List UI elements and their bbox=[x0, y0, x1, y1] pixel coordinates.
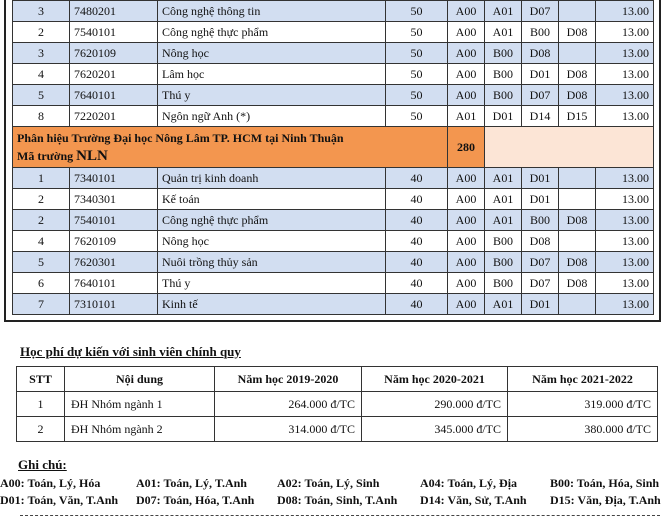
stt-cell: 2 bbox=[13, 189, 70, 210]
major-code-cell: 7310101 bbox=[70, 294, 158, 315]
min-score-cell: 13.00 bbox=[596, 64, 654, 85]
subject-combo-cell: B00 bbox=[485, 85, 522, 106]
campus-quota: 280 bbox=[448, 127, 485, 168]
subject-combo-cell bbox=[559, 1, 596, 22]
quota-cell: 40 bbox=[386, 168, 448, 189]
min-score-cell: 13.00 bbox=[596, 273, 654, 294]
notes-title: Ghi chú: bbox=[18, 457, 67, 472]
major-name-cell: Thú y bbox=[158, 273, 386, 294]
subject-combo-cell: A00 bbox=[448, 43, 485, 64]
subject-combo-cell: D01 bbox=[485, 106, 522, 127]
legend-code: D14: bbox=[420, 493, 445, 507]
subject-combo-cell bbox=[559, 43, 596, 64]
legend-subjects: Văn, Địa, T.Anh bbox=[577, 493, 661, 507]
stt-cell: 4 bbox=[13, 231, 70, 252]
subject-combo-cell: A01 bbox=[485, 1, 522, 22]
major-code-cell: 7620109 bbox=[70, 43, 158, 64]
min-score-cell: 13.00 bbox=[596, 294, 654, 315]
legend-subjects: Văn, Sử, T.Anh bbox=[447, 493, 527, 507]
quota-cell: 50 bbox=[386, 22, 448, 43]
legend-item bbox=[420, 476, 517, 491]
fee-content-cell: ĐH Nhóm ngành 1 bbox=[65, 392, 215, 417]
major-code-cell: 7620109 bbox=[70, 231, 158, 252]
legend-subjects: Toán, Hóa, T.Anh bbox=[163, 493, 255, 507]
legend-item bbox=[136, 476, 247, 491]
major-name-cell: Quản trị kinh doanh bbox=[158, 168, 386, 189]
fees-header-cell: Năm học 2019-2020 bbox=[215, 367, 362, 392]
min-score-cell: 13.00 bbox=[596, 231, 654, 252]
major-code-cell: 7640101 bbox=[70, 85, 158, 106]
quota-cell: 50 bbox=[386, 1, 448, 22]
subject-combo-cell: D07 bbox=[522, 85, 559, 106]
quota-cell: 50 bbox=[386, 64, 448, 85]
fees-header-cell: Nội dung bbox=[65, 367, 215, 392]
subject-combo-cell: D08 bbox=[559, 210, 596, 231]
subject-combo-cell: B00 bbox=[485, 231, 522, 252]
fees-header-cell: Năm học 2020-2021 bbox=[362, 367, 508, 392]
subject-combo-cell: A01 bbox=[485, 168, 522, 189]
major-name-cell: Kế toán bbox=[158, 189, 386, 210]
quota-cell: 40 bbox=[386, 252, 448, 273]
subject-combo-cell: B00 bbox=[485, 252, 522, 273]
quota-cell: 50 bbox=[386, 43, 448, 64]
major-name-cell: Công nghệ thông tin bbox=[158, 1, 386, 22]
stt-cell: 3 bbox=[13, 1, 70, 22]
fee-2021-2022-cell: 319.000 đ/TC bbox=[508, 392, 658, 417]
campus-name: Phân hiệu Trường Đại học Nông Lâm TP. HCM tại Ninh Thuận bbox=[17, 131, 344, 145]
legend-item bbox=[550, 476, 659, 491]
legend-item bbox=[550, 493, 661, 508]
fee-stt-cell: 2 bbox=[17, 417, 65, 442]
subject-combo-cell bbox=[559, 168, 596, 189]
stt-cell: 6 bbox=[13, 273, 70, 294]
legend-code: B00: bbox=[550, 476, 574, 490]
table-row bbox=[13, 273, 654, 294]
table-row bbox=[17, 392, 658, 417]
subject-combo-cell: A01 bbox=[485, 189, 522, 210]
subject-combo-cell: A00 bbox=[448, 85, 485, 106]
subject-combo-cell: D01 bbox=[522, 189, 559, 210]
major-name-cell: Nông học bbox=[158, 231, 386, 252]
quota-cell: 40 bbox=[386, 231, 448, 252]
major-name-cell: Nuôi trồng thủy sản bbox=[158, 252, 386, 273]
stt-cell: 1 bbox=[13, 168, 70, 189]
subject-combo-cell: B00 bbox=[485, 273, 522, 294]
table-row bbox=[13, 106, 654, 127]
legend-subjects: Toán, Lý, Địa bbox=[447, 476, 518, 490]
stt-cell: 2 bbox=[13, 210, 70, 231]
major-code-cell: 7480201 bbox=[70, 1, 158, 22]
major-code-cell: 7340101 bbox=[70, 168, 158, 189]
fees-header-cell: STT bbox=[17, 367, 65, 392]
subject-combo-cell: D15 bbox=[559, 106, 596, 127]
stt-cell: 7 bbox=[13, 294, 70, 315]
stt-cell: 3 bbox=[13, 43, 70, 64]
subject-combo-cell: B00 bbox=[522, 22, 559, 43]
legend-subjects: Toán, Hóa, Sinh bbox=[576, 476, 660, 490]
major-code-cell: 7340301 bbox=[70, 189, 158, 210]
major-name-cell: Nông học bbox=[158, 43, 386, 64]
campus-school-code: NLN bbox=[76, 148, 108, 164]
legend-item bbox=[277, 493, 397, 508]
table-row bbox=[13, 189, 654, 210]
min-score-cell: 13.00 bbox=[596, 85, 654, 106]
min-score-cell: 13.00 bbox=[596, 252, 654, 273]
table-row bbox=[13, 85, 654, 106]
subject-combo-cell: A00 bbox=[448, 273, 485, 294]
table-row bbox=[13, 210, 654, 231]
subject-combo-cell: D14 bbox=[522, 106, 559, 127]
subject-combo-cell: A00 bbox=[448, 22, 485, 43]
legend-code: A01: bbox=[136, 476, 161, 490]
fees-rows bbox=[17, 392, 658, 442]
legend-code: A04: bbox=[420, 476, 445, 490]
major-code-cell: 7640101 bbox=[70, 273, 158, 294]
major-code-cell: 7620301 bbox=[70, 252, 158, 273]
subject-combo-cell: D08 bbox=[559, 252, 596, 273]
subject-combo-cell: A00 bbox=[448, 231, 485, 252]
fee-2019-2020-cell: 264.000 đ/TC bbox=[215, 392, 362, 417]
legend-item bbox=[136, 493, 254, 508]
subject-combo-legend bbox=[0, 476, 665, 516]
min-score-cell: 13.00 bbox=[596, 1, 654, 22]
subject-combo-cell bbox=[559, 231, 596, 252]
subject-combo-cell: D07 bbox=[522, 273, 559, 294]
major-code-cell: 7220201 bbox=[70, 106, 158, 127]
min-score-cell: 13.00 bbox=[596, 168, 654, 189]
table-row bbox=[13, 231, 654, 252]
min-score-cell: 13.00 bbox=[596, 189, 654, 210]
subject-combo-cell: D08 bbox=[559, 22, 596, 43]
subject-combo-cell bbox=[559, 189, 596, 210]
major-name-cell: Công nghệ thực phẩm bbox=[158, 22, 386, 43]
table-row bbox=[13, 43, 654, 64]
fees-table bbox=[16, 366, 658, 442]
fees-header-cell: Năm học 2021-2022 bbox=[508, 367, 658, 392]
quota-cell: 50 bbox=[386, 106, 448, 127]
campus-name-cell bbox=[13, 127, 448, 168]
subject-combo-cell: D01 bbox=[522, 168, 559, 189]
legend-subjects: Toán, Văn, T.Anh bbox=[27, 493, 119, 507]
subject-combo-cell bbox=[559, 294, 596, 315]
legend-subjects: Toán, Lý, Hóa bbox=[27, 476, 101, 490]
table-row bbox=[13, 1, 654, 22]
admissions-rows-bottom bbox=[13, 168, 654, 315]
quota-cell: 40 bbox=[386, 189, 448, 210]
legend-item bbox=[0, 493, 118, 508]
min-score-cell: 13.00 bbox=[596, 43, 654, 64]
subject-combo-cell: D01 bbox=[522, 64, 559, 85]
table-row bbox=[13, 22, 654, 43]
legend-item bbox=[420, 493, 527, 508]
legend-code: A02: bbox=[277, 476, 302, 490]
stt-cell: 8 bbox=[13, 106, 70, 127]
stt-cell: 5 bbox=[13, 252, 70, 273]
min-score-cell: 13.00 bbox=[596, 210, 654, 231]
subject-combo-cell: D08 bbox=[559, 85, 596, 106]
admissions-rows-top bbox=[13, 1, 654, 127]
quota-cell: 50 bbox=[386, 85, 448, 106]
subject-combo-cell: D07 bbox=[522, 1, 559, 22]
fee-2020-2021-cell: 290.000 đ/TC bbox=[362, 392, 508, 417]
campus-block bbox=[13, 127, 654, 168]
legend-subjects: Toán, Sinh, T.Anh bbox=[304, 493, 398, 507]
fee-2019-2020-cell: 314.000 đ/TC bbox=[215, 417, 362, 442]
major-name-cell: Kinh tế bbox=[158, 294, 386, 315]
major-name-cell: Công nghệ thực phẩm bbox=[158, 210, 386, 231]
quota-cell: 40 bbox=[386, 210, 448, 231]
legend-code: D15: bbox=[550, 493, 575, 507]
subject-combo-cell: A01 bbox=[485, 210, 522, 231]
legend-subjects: Toán, Lý, Sinh bbox=[304, 476, 380, 490]
major-name-cell: Ngôn ngữ Anh (*) bbox=[158, 106, 386, 127]
major-name-cell: Lâm học bbox=[158, 64, 386, 85]
legend-code: D01: bbox=[0, 493, 25, 507]
subject-combo-cell: A00 bbox=[448, 1, 485, 22]
table-row bbox=[13, 294, 654, 315]
subject-combo-cell: D08 bbox=[559, 273, 596, 294]
admissions-table bbox=[12, 0, 654, 315]
stt-cell: 5 bbox=[13, 85, 70, 106]
legend-item bbox=[0, 476, 100, 491]
legend-code: A00: bbox=[0, 476, 25, 490]
quota-cell: 40 bbox=[386, 273, 448, 294]
subject-combo-cell: D07 bbox=[522, 252, 559, 273]
stt-cell: 2 bbox=[13, 22, 70, 43]
subject-combo-cell: B00 bbox=[485, 43, 522, 64]
major-code-cell: 7540101 bbox=[70, 210, 158, 231]
subject-combo-cell: B00 bbox=[522, 210, 559, 231]
subject-combo-cell: B00 bbox=[485, 64, 522, 85]
major-name-cell: Thú y bbox=[158, 85, 386, 106]
fee-stt-cell: 1 bbox=[17, 392, 65, 417]
min-score-cell: 13.00 bbox=[596, 22, 654, 43]
subject-combo-cell: A00 bbox=[448, 294, 485, 315]
subject-combo-cell: A01 bbox=[448, 106, 485, 127]
fees-title: Học phí dự kiến với sinh viên chính quy bbox=[20, 344, 241, 359]
table-row bbox=[13, 64, 654, 85]
dashed-divider bbox=[20, 515, 660, 516]
stt-cell: 4 bbox=[13, 64, 70, 85]
legend-code: D08: bbox=[277, 493, 302, 507]
legend-code: D07: bbox=[136, 493, 161, 507]
campus-empty-cell bbox=[485, 127, 654, 168]
campus-code-label: Mã trường bbox=[17, 149, 77, 163]
fee-2021-2022-cell: 380.000 đ/TC bbox=[508, 417, 658, 442]
legend-item bbox=[277, 476, 379, 491]
subject-combo-cell: D08 bbox=[522, 231, 559, 252]
major-code-cell: 7540101 bbox=[70, 22, 158, 43]
subject-combo-cell: D08 bbox=[522, 43, 559, 64]
min-score-cell: 13.00 bbox=[596, 106, 654, 127]
fee-2020-2021-cell: 345.000 đ/TC bbox=[362, 417, 508, 442]
quota-cell: 40 bbox=[386, 294, 448, 315]
table-row bbox=[13, 168, 654, 189]
subject-combo-cell: A01 bbox=[485, 22, 522, 43]
table-row bbox=[17, 417, 658, 442]
subject-combo-cell: A00 bbox=[448, 252, 485, 273]
subject-combo-cell: A00 bbox=[448, 64, 485, 85]
subject-combo-cell: A01 bbox=[485, 294, 522, 315]
fees-header-row bbox=[17, 367, 658, 392]
subject-combo-cell: A00 bbox=[448, 168, 485, 189]
major-code-cell: 7620201 bbox=[70, 64, 158, 85]
subject-combo-cell: D08 bbox=[559, 64, 596, 85]
subject-combo-cell: A00 bbox=[448, 210, 485, 231]
subject-combo-cell: D01 bbox=[522, 294, 559, 315]
legend-subjects: Toán, Lý, T.Anh bbox=[163, 476, 247, 490]
subject-combo-cell: A00 bbox=[448, 189, 485, 210]
table-row bbox=[13, 252, 654, 273]
fee-content-cell: ĐH Nhóm ngành 2 bbox=[65, 417, 215, 442]
